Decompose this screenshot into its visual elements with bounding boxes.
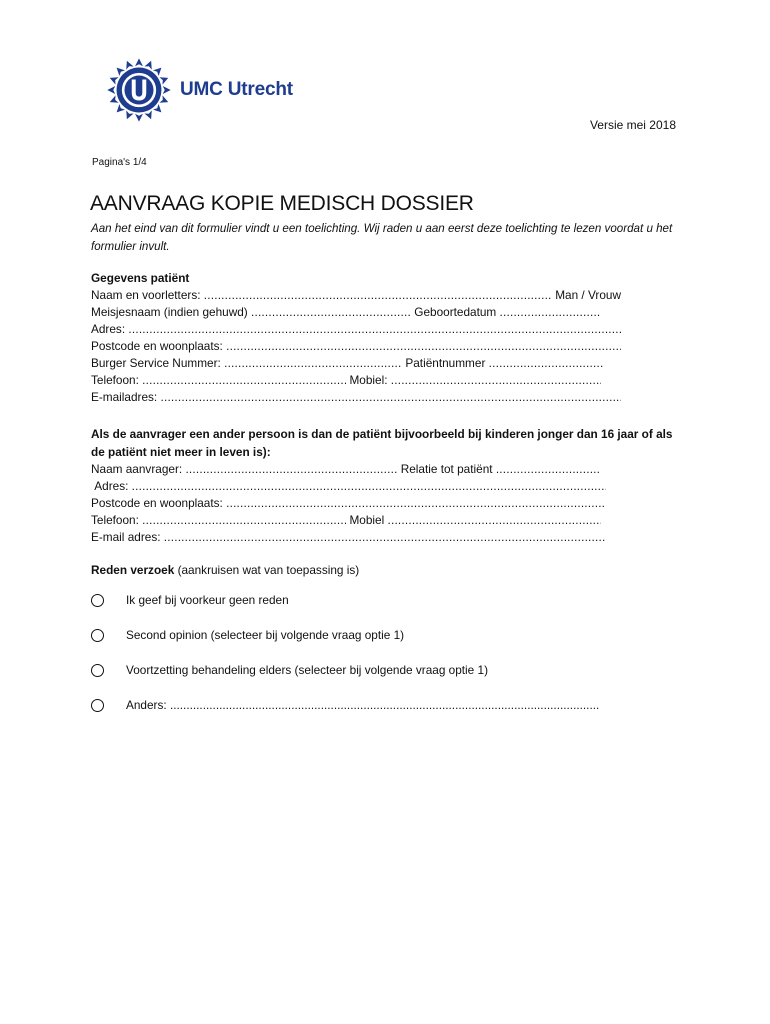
radio-circle-icon[interactable] — [91, 664, 104, 677]
reason-option-other[interactable]: Anders: ..... — [91, 698, 599, 712]
patient-heading: Gegevens patiënt — [91, 271, 190, 285]
patient-maiden-field[interactable]: Meisjesnaam (indien gehuwd) ..... Geboortedatum ..... — [91, 304, 601, 321]
requester-mobile-label: Mobiel — [349, 513, 385, 527]
reason-option-no-reason[interactable]: Ik geef bij voorkeur geen reden — [91, 593, 621, 607]
requester-address-field[interactable]: Adres: ..... — [91, 478, 606, 495]
page-title: AANVRAAG KOPIE MEDISCH DOSSIER — [90, 192, 474, 215]
patient-bsn-field[interactable]: Burger Service Nummer: ..... Patiëntnummer ..... — [91, 355, 603, 372]
relation-label: Relatie tot patiënt — [400, 462, 493, 476]
intro-text: Aan het eind van dit formulier vindt u een toelichting. Wij raden u aan eerst deze toelichting te lezen voordat u het formulier invult. — [91, 222, 673, 253]
requester-email-field[interactable]: E-mail adres: ..... — [91, 529, 606, 546]
radio-circle-icon[interactable] — [91, 699, 104, 712]
reason-hint: (aankruisen wat van toepassing is) — [177, 563, 360, 577]
logo-text: UMC Utrecht — [180, 79, 293, 100]
patient-email-field[interactable]: E-mailadres: ..... — [91, 389, 621, 406]
version-label: Versie mei 2018 — [589, 118, 676, 132]
patient-section — [91, 270, 621, 406]
requester-phone-field[interactable]: Telefoon: ..... Mobiel ..... — [91, 512, 601, 529]
requester-heading: Als de aanvrager een ander persoon is dan de patiënt bijvoorbeeld bij kinderen jonger dan 16 jaar of als de patiënt niet meer in leven is): — [91, 427, 673, 459]
patient-address-field[interactable]: Adres: ..... — [91, 321, 621, 338]
logo — [106, 55, 366, 125]
patient-postal-field[interactable]: Postcode en woonplaats: ..... — [91, 338, 621, 355]
patient-phone-field[interactable]: Telefoon: ..... Mobiel: ..... — [91, 372, 601, 389]
patient-number-label: Patiëntnummer — [405, 356, 486, 370]
requester-section — [91, 425, 681, 546]
umc-utrecht-logo-icon — [106, 57, 172, 123]
patient-mobile-label: Mobiel: — [349, 373, 388, 387]
gender-label: Man / Vrouw — [555, 288, 621, 302]
radio-circle-icon[interactable] — [91, 629, 104, 642]
requester-name-field[interactable]: Naam aanvrager: ..... Relatie tot patiënt ..... — [91, 461, 601, 478]
reason-option-continuation[interactable]: Voortzetting behandeling elders (selecteer bij volgende vraag optie 1) — [91, 663, 621, 677]
birthdate-label: Geboortedatum — [414, 305, 497, 319]
reason-option-second-opinion[interactable]: Second opinion (selecteer bij volgende vraag optie 1) — [91, 628, 621, 642]
requester-postal-field[interactable]: Postcode en woonplaats: ..... — [91, 495, 606, 512]
patient-name-field[interactable]: Naam en voorletters: ..... Man / Vrouw — [91, 287, 621, 304]
radio-circle-icon[interactable] — [91, 594, 104, 607]
page-count-label: Pagina's 1/4 — [92, 157, 147, 168]
reason-heading: Reden verzoek (aankruisen wat van toepassing is) — [91, 563, 360, 577]
